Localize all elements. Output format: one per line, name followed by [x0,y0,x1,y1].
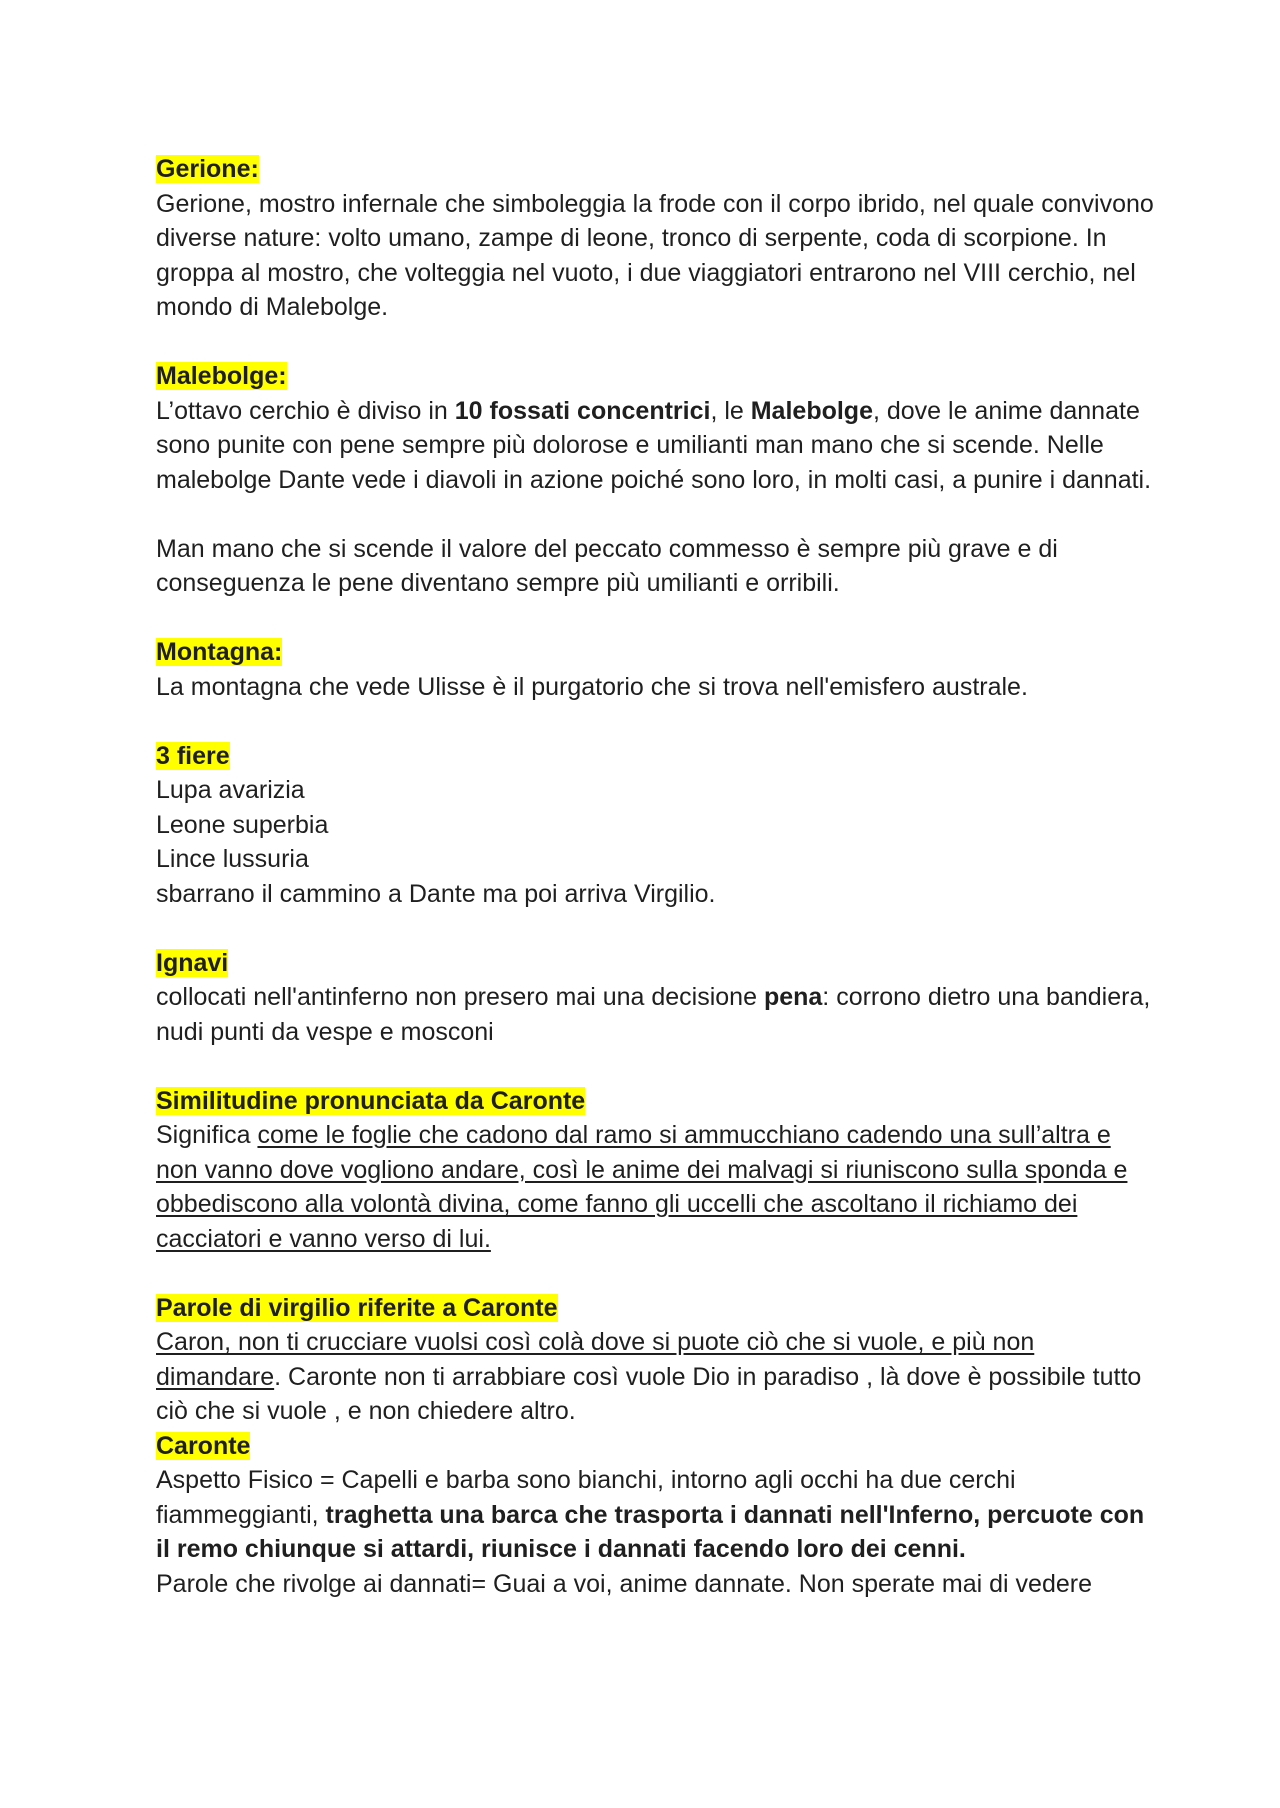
fiera-line: sbarrano il cammino a Dante ma poi arriva Virgilio. [156,879,716,908]
fiera-line: Lupa avarizia [156,776,305,804]
paragraph-ignavi: collocati nell'antinferno non presero mai una decisione pena: corrono dietro una bandiera, nudi punti da vespe e mosconi [156,983,1151,1046]
underlined-similitudine: come le foglie che cadono dal ramo si ammucchiano cadendo una sull’altra e non vanno dove vogliono andare, così le anime dei malvagi si riuniscono sulla sponda e obbediscono alla volontà divina, come fanno gli uccelli che ascoltano il richiamo dei cacciatori e vanno verso di lui. [156,1121,1128,1253]
section-similitudine [156,1084,1156,1257]
heading-ignavi: Ignavi [156,948,229,977]
section-fiere [156,739,1156,912]
heading-malebolge: Malebolge: [156,362,287,390]
section-gerione [156,152,1156,325]
bold-malebolge: Malebolge [750,396,873,425]
heading-gerione: Gerione: [156,155,259,183]
paragraph-similitudine: Significa come le foglie che cadono dal ramo si ammucchiano cadendo una sull’altra e non vanno dove vogliono andare, così le anime dei malvagi si riuniscono sulla sponda e obbediscono alla volontà divina, come fanno gli uccelli che ascoltano il richiamo dei cacciatori e vanno verso di lui. [156,1121,1128,1253]
section-malebolge [156,359,1156,497]
paragraph-caronte-aspetto: Aspetto Fisico = Capelli e barba sono bianchi, intorno agli occhi ha due cerchi fiammeggianti, traghetta una barca che trasporta i dannati nell'Inferno, percuote con il remo chiunque si attardi, riunisce i dannati facendo loro dei cenni. [156,1466,1145,1563]
fiera-line: Lince lussuria [156,845,309,873]
heading-caronte: Caronte [156,1431,251,1460]
section-parole [156,1291,1156,1429]
heading-parole: Parole di virgilio riferite a Caronte [156,1293,558,1322]
section-ignavi [156,946,1156,1050]
bold-10-fossati: 10 fossati concentrici [454,396,711,425]
heading-fiere: 3 fiere [156,741,230,770]
paragraph-malebolge-2: Man mano che si scende il valore del peccato commesso è sempre più grave e di conseguenza le pene diventano sempre più umilianti e orribili. [156,534,1058,597]
underlined-citazione: Caron, non ti crucciare vuolsi così colà dove si puote ciò che si vuole, e più non dimandare [156,1328,1035,1391]
heading-montagna: Montagna: [156,638,283,666]
section-montagna [156,635,1156,704]
paragraph-parole: Caron, non ti crucciare vuolsi così colà dove si puote ciò che si vuole, e più non dimandare. Caronte non ti arrabbiare così vuole Dio in paradiso , là dove è possibile tutto ciò che si vuole , e non chiedere altro. [156,1328,1142,1425]
paragraph-gerione: Gerione, mostro infernale che simboleggia la frode con il corpo ibrido, nel quale convivono diverse nature: volto umano, zampe di leone, tronco di serpente, coda di scorpione. In groppa al mostro, che volteggia nel vuoto, i due viaggiatori entrarono nel VIII cerchio, nel mondo di Malebolge. [156,189,1154,321]
section-malebolge-2 [156,532,1156,601]
fiera-line: Leone superbia [156,810,329,839]
document-page [156,152,1156,1601]
paragraph-montagna: La montagna che vede Ulisse è il purgatorio che si trova nell'emisfero australe. [156,672,1028,701]
paragraph-malebolge-1: L’ottavo cerchio è diviso in 10 fossati concentrici, le Malebolge, dove le anime dannate sono punite con pene sempre più dolorose e umilianti man mano che si scende. Nelle malebolge Dante vede i diavoli in azione poiché sono loro, in molti casi, a punire i dannati. [156,396,1152,494]
bold-pena: pena [763,983,823,1011]
section-caronte [156,1429,1156,1602]
bold-caronte-azioni: traghetta una barca che trasporta i dannati nell'Inferno, percuote con il remo chiunque si attardi, riunisce i dannati facendo loro dei cenni. [156,1500,1145,1563]
heading-similitudine: Similitudine pronunciata da Caronte [156,1086,586,1115]
paragraph-caronte-parole: Parole che rivolge ai dannati= Guai a voi, anime dannate. Non sperate mai di vedere [156,1569,1092,1598]
